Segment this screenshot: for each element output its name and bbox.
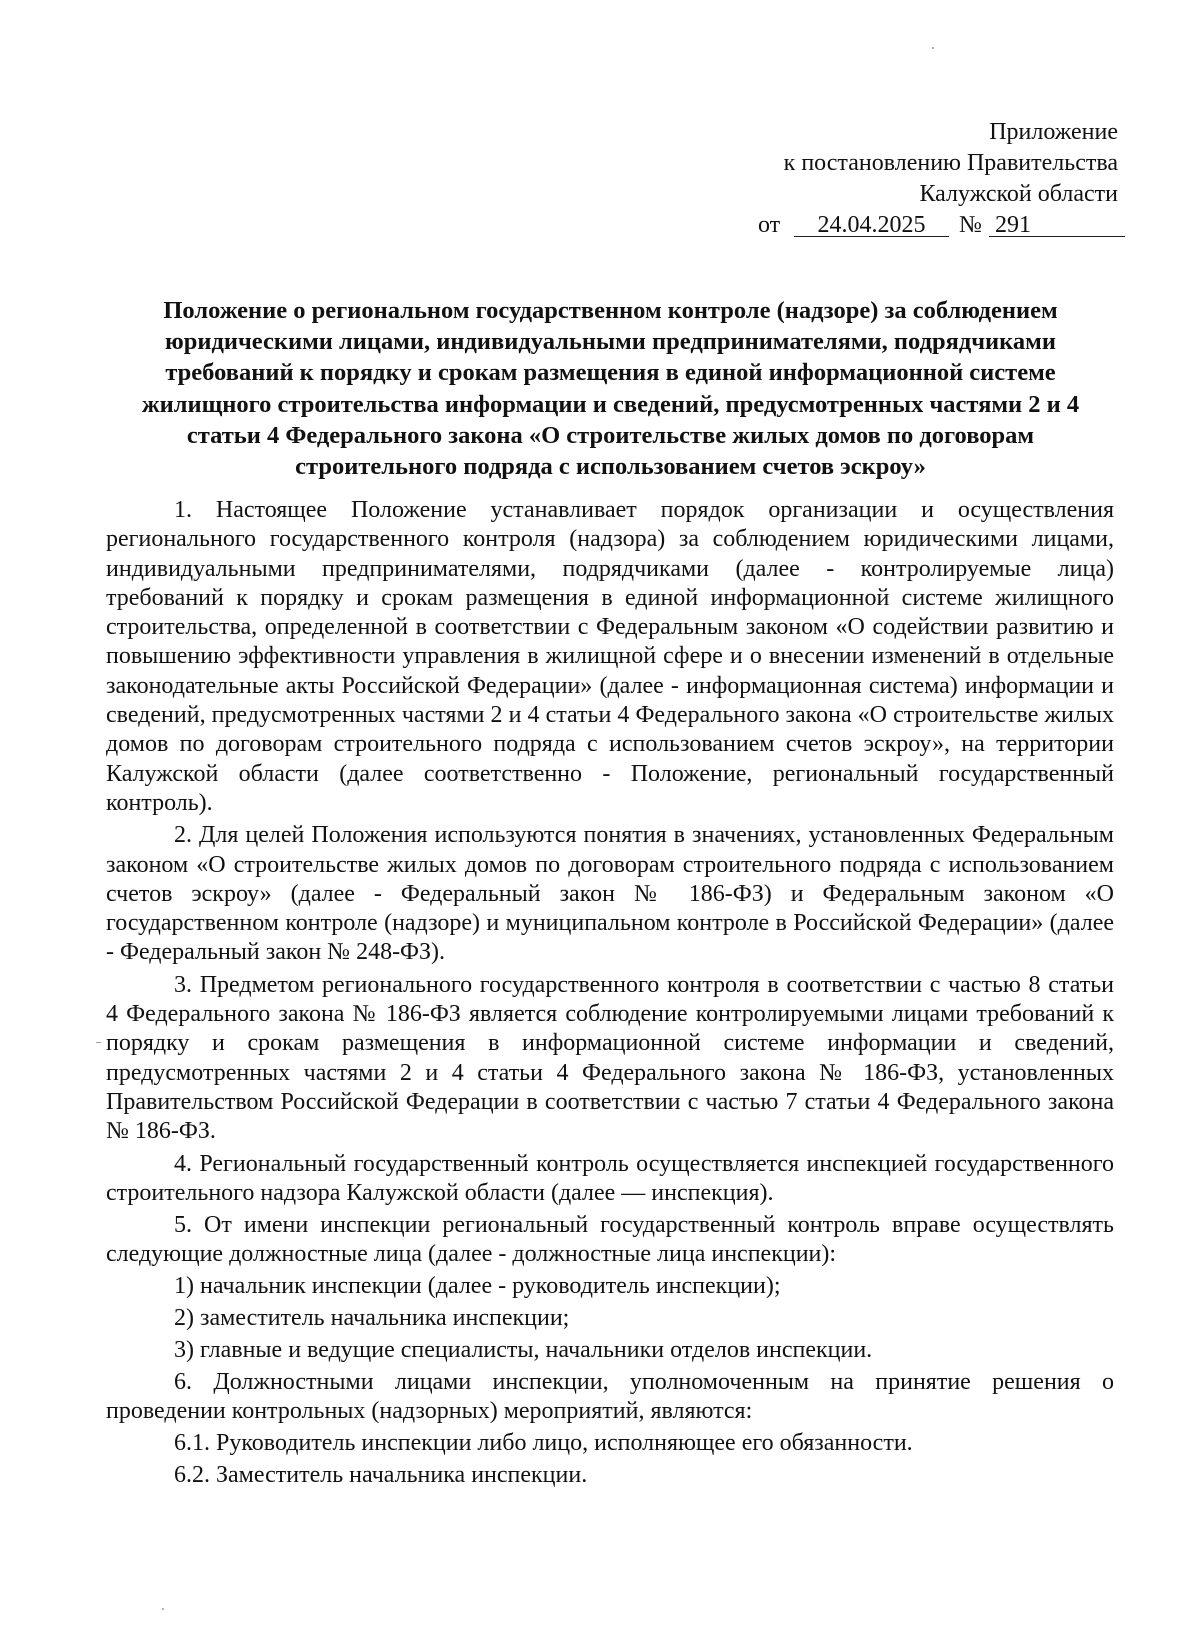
paragraph-3: 3. Предметом регионального государственного контроля в соответствии с частью 8 статьи 4 Федерального закона № 186-ФЗ является соблюдение контролируемыми лицами требований к порядку и срокам размещения в информационной системе информации и сведений, предусмотренных частями 2 и 4 статьи 4 Федерального закона № 186-ФЗ, установленных Правительством Российской Федерации в соответствии с частью 7 статьи 4 Федерального закона № 186-ФЗ. — [106, 971, 1114, 1145]
decree-date: 24.04.2025 — [794, 214, 949, 237]
paragraph-5-item-2: 2) заместитель начальника инспекции; — [174, 1305, 570, 1332]
appendix-label: Приложение — [989, 119, 1118, 145]
appendix-header — [758, 117, 1118, 241]
paragraph-5: 5. От имени инспекции региональный государственный контроль вправе осуществлять следующие должностные лица (далее - должностные лица инспекции): — [106, 1212, 1114, 1268]
appendix-region: Калужской области — [919, 181, 1118, 207]
paragraph-5-item-3: 3) главные и ведущие специалисты, начальники отделов инспекции. — [174, 1336, 873, 1363]
paragraph-1: 1. Настоящее Положение устанавливает порядок организации и осуществления регионального государственного контроля (надзора) за соблюдением юридическими лицами, индивидуальными предпринимателями, подрядчиками (далее - контролируемые лица) требований к порядку и срокам размещения в единой информационной системе жилищного строительства, определенной в соответствии с Федеральным законом «О содействии развитию и повышению эффективности управления в жилищной сфере и о внесении изменений в отдельные законодательные акты Российской Федерации» (далее - информационная система) информации и сведений, предусмотренных частями 2 и 4 статьи 4 Федерального закона «О строительстве жилых домов по договорам строительного подряда с использованием счетов эскроу», на территории Калужской области (далее соответственно - Положение, региональный государственный контроль). — [106, 497, 1114, 816]
number-sign: № — [959, 212, 982, 238]
paragraph-5-item-1: 1) начальник инспекции (далее - руководитель инспекции); — [174, 1273, 781, 1300]
paragraph-2: 2. Для целей Положения используются понятия в значениях, установленных Федеральным законом «О строительстве жилых домов по договорам строительного подряда с использованием счетов эскроу» (далее - Федеральный закон № 186-ФЗ) и Федеральным законом «О государственном контроле (надзоре) и муниципальном контроле в Российской Федерации» (далее - Федеральный закон № 248-ФЗ). — [106, 822, 1114, 966]
scan-speck — [162, 1608, 164, 1610]
paragraph-6: 6. Должностными лицами инспекции, уполномоченным на принятие решения о проведении контрольных (надзорных) мероприятий, являются: — [106, 1369, 1114, 1425]
paragraph-4: 4. Региональный государственный контроль осуществляется инспекцией государственного строительного надзора Калужской области (далее — инспекция). — [106, 1150, 1114, 1206]
scan-speck — [96, 1042, 101, 1043]
decree-date-number-line — [758, 210, 1118, 241]
paragraph-6-item-1: 6.1. Руководитель инспекции либо лицо, исполняющее его обязанности. — [174, 1430, 913, 1457]
document-body — [106, 496, 1114, 1490]
scan-speck — [932, 47, 934, 49]
document-title: Положение о региональном государственном контроле (надзоре) за соблюдением юридическими лицами, индивидуальными предпринимателями, подрядчиками требований к порядку и срокам размещения в единой информационной системе жилищного строительства информации и сведений, предусмотренных частями 2 и 4 статьи 4 Федерального закона «О строительстве жилых домов по договорам строительного подряда с использованием счетов эскроу» — [141, 297, 1080, 481]
date-prefix: от — [758, 212, 781, 238]
appendix-reference: к постановлению Правительства — [783, 150, 1118, 176]
paragraph-6-item-2: 6.2. Заместитель начальника инспекции. — [174, 1462, 588, 1488]
decree-number: 291 — [989, 214, 1125, 237]
